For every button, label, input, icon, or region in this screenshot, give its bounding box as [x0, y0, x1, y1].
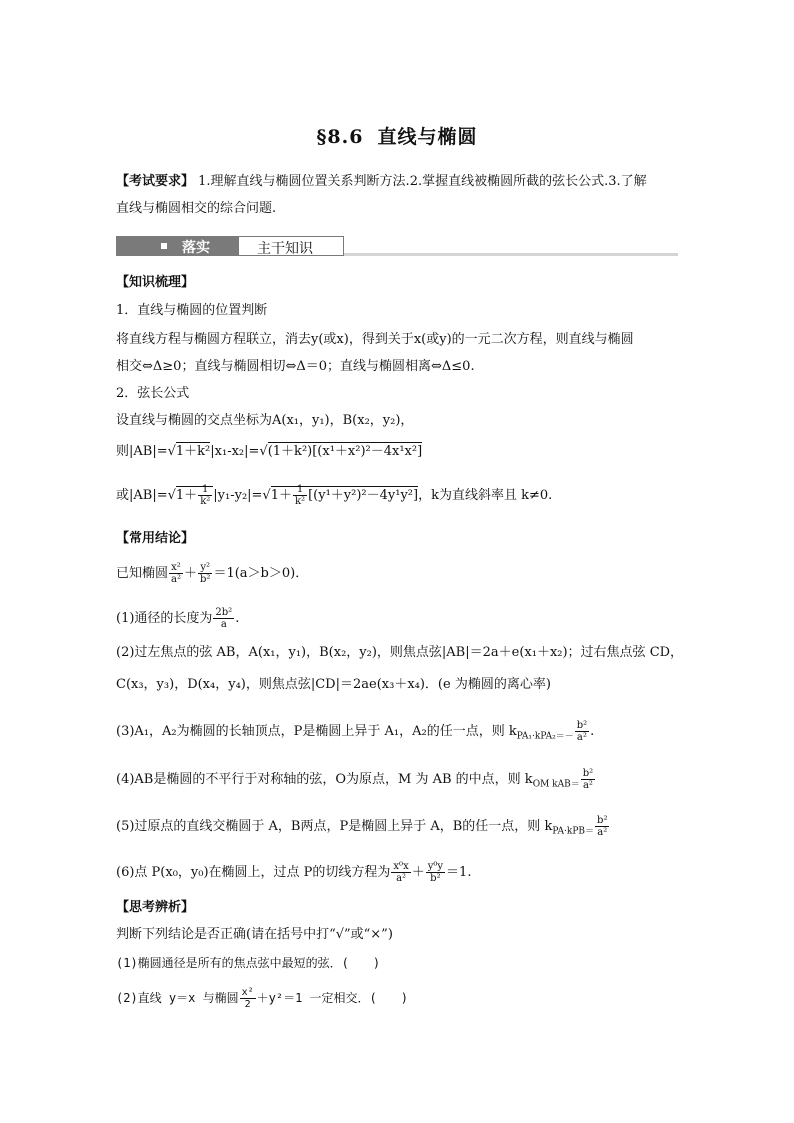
requirements-line-1 — [116, 172, 647, 192]
formula-x-root-1: 1＋k² — [175, 444, 211, 459]
intro-frac-x — [169, 562, 183, 585]
question-2 — [116, 987, 408, 1010]
formula-y-frac-2 — [293, 484, 307, 507]
knowledge-para-1-line-1: 将直线方程与椭圆方程联立，消去y(或x)，得到关于x(或y)的一元二次方程，则直线与椭圆 — [116, 332, 634, 347]
c4-sub-2: AB＝ — [557, 779, 580, 790]
conclusion-2-line-1: (2)过左焦点的弦 AB，A(x₁，y₁)，B(x₂，y₂)，则焦点弦|AB|＝2a＋e(x₁＋x₂)；过右焦点弦 CD， — [116, 645, 684, 660]
knowledge-header: 【知识梳理】 — [116, 275, 195, 290]
c4-frac — [581, 768, 595, 791]
frac-den: a — [220, 619, 227, 630]
c1-suffix: . — [235, 611, 240, 626]
frac-den: a² — [597, 827, 608, 838]
formula-y-root-2-tail: [(y¹＋y²)²－4y¹y²] — [308, 488, 419, 503]
conclusion-1 — [116, 607, 239, 630]
frac-den: a² — [171, 574, 181, 585]
question-1: (1)椭圆通径是所有的焦点弦中最短的弦．( ) — [116, 956, 381, 970]
c4-prefix: (4)AB是椭圆的不平行于对称轴的弦，O为原点，M 为 AB 的中点，则 k — [116, 772, 533, 787]
c5-prefix: (5)过原点的直线交椭圆于 A，B两点，P是椭圆上异于 A，B的任一点，则 k — [116, 819, 553, 834]
formula-y-frac-1 — [198, 484, 212, 507]
thinking-instruction: 判断下列结论是否正确(请在括号中打“√”或“×”) — [116, 927, 393, 942]
formula-y-prefix: 或|AB|= — [116, 488, 168, 503]
frac-den: b² — [430, 873, 441, 884]
frac-num: 1 — [198, 484, 212, 496]
formula-y-one-2: 1＋ — [270, 488, 292, 503]
thinking-header: 【思考辨析】 — [116, 900, 195, 915]
q2-frac — [240, 987, 256, 1010]
c6-suffix: ＝1. — [446, 865, 472, 880]
c3-sub-1: PA₁·k — [516, 731, 541, 742]
knowledge-heading-1: 1．直线与椭圆的位置判断 — [116, 303, 268, 318]
formula-y-one: 1＋ — [175, 488, 198, 503]
section-banner — [116, 236, 678, 256]
c5-sub-1: PA·k — [552, 826, 573, 837]
formula-y-root-1 — [175, 484, 213, 507]
frac-num: y⁰y — [427, 861, 444, 872]
c1-prefix: (1)通径的长度为 — [116, 611, 213, 626]
c1-frac — [213, 607, 234, 630]
c6-plus: ＋ — [411, 865, 425, 880]
conclusion-2-line-2: C(x₃，y₃)，D(x₄，y₄)，则焦点弦|CD|＝2ae(x₃＋x₄)．(e 为椭圆的离心率) — [116, 677, 551, 692]
page-title — [0, 122, 794, 149]
knowledge-para-1-line-2: 相交⇔Δ≥0；直线与椭圆相切⇔Δ＝0；直线与椭圆相离⇔Δ≤0. — [116, 359, 475, 374]
banner-dark-tab — [116, 236, 238, 256]
formula-x-root-2: (1＋k²)[(x¹＋x²)²－4x¹x²] — [267, 444, 423, 459]
requirements-tag: 【考试要求】 — [116, 174, 195, 189]
banner-light-label: 主干知识 — [257, 241, 313, 257]
frac-den: 2 — [244, 999, 251, 1010]
c3-sub-2: PA₂＝－ — [540, 731, 574, 742]
knowledge-heading-2: 2．弦长公式 — [116, 386, 190, 401]
frac-num: b² — [582, 768, 594, 779]
c5-frac — [595, 815, 609, 838]
frac-num: b² — [597, 815, 608, 826]
c4-sub-1: OM k — [532, 779, 558, 790]
formula-x-prefix: 则|AB|= — [116, 444, 168, 459]
c6-frac-y — [426, 861, 445, 884]
section-number: §8.6 — [316, 126, 364, 148]
frac-num: 2b² — [215, 607, 233, 618]
frac-num: 1 — [293, 484, 307, 496]
formula-y-root-2 — [270, 484, 419, 507]
formula-y-suffix: ，k为直线斜率且 k≠0. — [418, 488, 553, 503]
section-title: 直线与椭圆 — [377, 126, 478, 148]
conclusion-5 — [116, 815, 610, 842]
knowledge-para-2-line-1: 设直线与椭圆的交点坐标为A(x₁，y₁)，B(x₂，y₂)， — [116, 413, 414, 428]
intro-plus: ＋ — [184, 566, 198, 581]
banner-dark-label: 落实 — [182, 240, 210, 256]
frac-den: a² — [576, 732, 587, 743]
conclusion-6 — [116, 861, 471, 884]
c3-frac — [575, 720, 589, 743]
c6-frac-x — [391, 861, 410, 884]
conclusion-4 — [116, 768, 596, 795]
intro-prefix: 已知椭圆 — [116, 566, 169, 581]
frac-num: x² — [169, 562, 183, 574]
ellipse-intro — [116, 562, 308, 585]
c3-prefix: (3)A₁，A₂为椭圆的长轴顶点，P是椭圆上异于 A₁，A₂的任一点，则 k — [116, 724, 517, 739]
intro-frac-y — [198, 562, 212, 585]
c3-suffix: . — [590, 724, 595, 739]
intro-suffix: ＝1(a＞b＞0)． — [213, 566, 309, 581]
requirements-line-2: 直线与椭圆相交的综合问题. — [116, 201, 277, 216]
c5-sub-2: PB＝ — [572, 826, 595, 837]
frac-den: k² — [295, 496, 306, 507]
frac-den: a² — [582, 780, 593, 791]
conclusion-3 — [116, 720, 594, 747]
frac-den: k² — [200, 496, 211, 507]
requirements-text-1: 1.理解直线与椭圆位置关系判断方法.2.掌握直线被椭圆所截的弦长公式.3.了解 — [198, 174, 647, 189]
banner-light-tab — [238, 236, 344, 256]
formula-x-mid: |x₁-x₂|= — [210, 444, 260, 459]
conclusions-header: 【常用结论】 — [116, 531, 195, 546]
q2-suffix: ＋y²＝1 一定相交．( ) — [256, 991, 408, 1005]
banner-rule — [344, 253, 678, 256]
frac-num: y² — [198, 562, 212, 574]
q2-prefix: (2)直线 y＝x 与椭圆 — [116, 991, 239, 1005]
chord-formula-y: 或|AB|=√1＋ $\frac{1}{\text{k²}}$ |y₁-y₂|=√1＋ $\frac{1}{\text{k²}}$ [(y¹＋y²)²－4y¹y²]，k为直线斜率且 k≠0. — [116, 484, 553, 507]
square-bullet-icon — [161, 243, 167, 249]
frac-num: x⁰x — [393, 861, 409, 872]
formula-y-mid: |y₁-y₂|= — [213, 488, 263, 503]
frac-den: b² — [200, 574, 211, 585]
chord-formula-x: 则|AB|=√1＋k²|x₁-x₂|=√(1＋k²)[(x¹＋x²)²－4x¹x²] — [116, 444, 423, 459]
frac-num: b² — [576, 720, 588, 731]
frac-num: x² — [241, 987, 254, 998]
frac-den: a² — [396, 873, 407, 884]
c6-prefix: (6)点 P(x₀，y₀)在椭圆上，过点 P的切线方程为 — [116, 865, 391, 880]
